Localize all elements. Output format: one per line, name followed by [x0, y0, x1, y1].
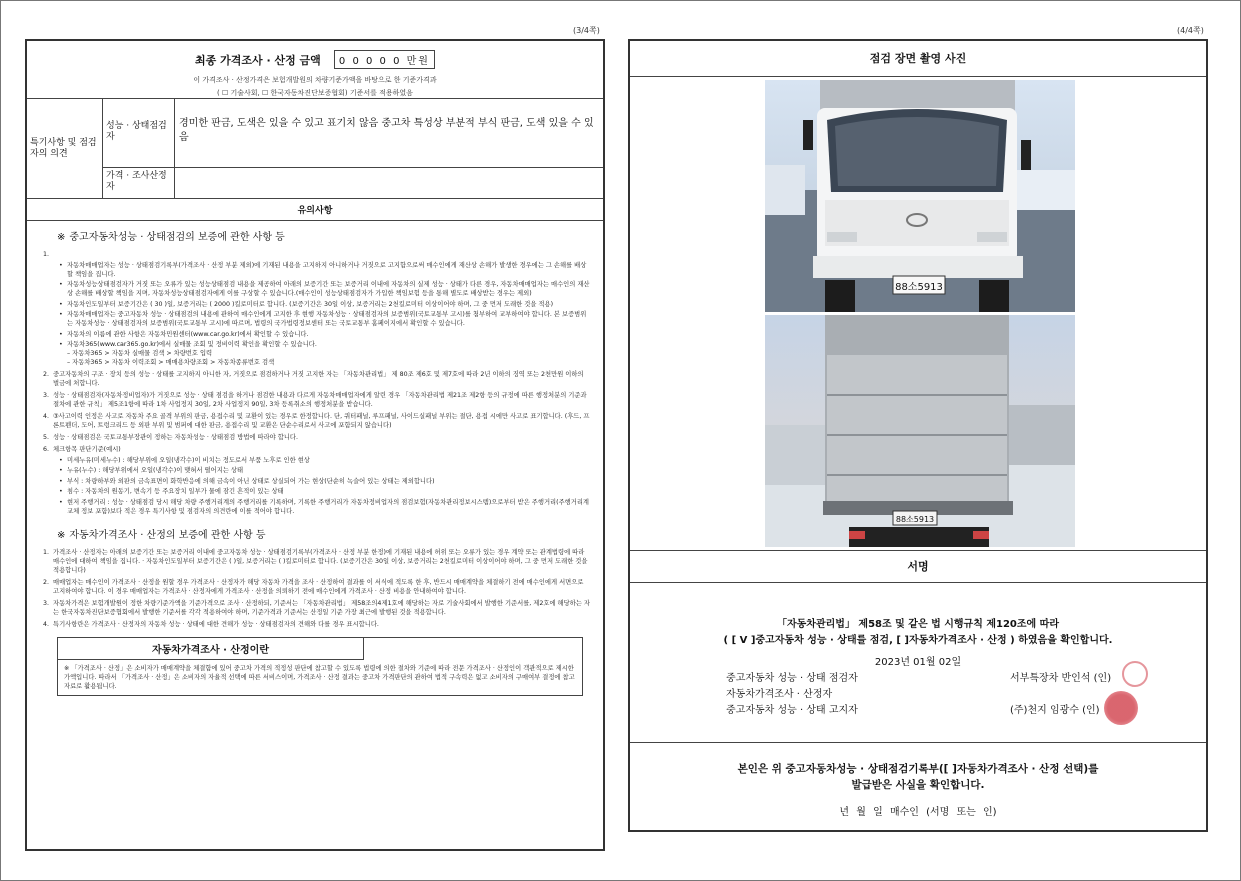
- confirm-date: 2023년 01월 02일: [874, 657, 962, 668]
- receipt-line-1: 본인은 위 중고자동차성능 · 상태점검기록부([ ]자동차가격조사 · 산정 선택)를: [737, 763, 1099, 775]
- confirm-line-2: ( [ V ]중고자동차 성능 · 상태를 점검, [ ]자동차가격조사 · 산정 ) 하였음을 확인합니다.: [723, 635, 1113, 646]
- section1-heading: ※ 중고자동차성능 · 상태점검의 보증에 관한 사항 등: [57, 232, 285, 243]
- remarks-row-value: [175, 168, 603, 198]
- item-text: 특기사항란은 가격조사 · 산정자의 자동차 성능 · 상태에 대한 견해가 성능 · 상태점검자의 견해와 다를 경우 표시합니다.: [53, 620, 379, 628]
- item-text: 가격조사 · 산정자는 아래의 보증기간 또는 보증거리 이내에 중고자동차 성능 · 상태점검기록부(가격조사 · 산정 부분 한정)에 기재된 내용에 허위 또는 오류가 있는 경우 계약 또는 관계법령에 따라 매수인에 대하여 책임을 집니다. · 자동차인도일부터 보증기간은 ( )일, 보증거리는 ( )킬로미터로 합니다. (보증기간은 30일 이상, 보증거리는 2천킬로미터 이상이어야 하며, 그 중 먼저 도래한 것을 적용합니다): [53, 548, 588, 574]
- remarks-row-pricer: [103, 168, 603, 198]
- truck-front-photo: [765, 80, 1075, 312]
- signer-role-notifier: 중고자동차 성능 · 상태 고지자: [726, 705, 858, 716]
- signer-name-inspector: 서부특장차 반인석 (인): [1010, 673, 1112, 684]
- bullet-item: • 자동차365(www.car365.go.kr)에서 실매물 조회 및 정비이력 확인을 확인할 수 있습니다.: [67, 340, 591, 349]
- bullet-item: • 자동차인도일부터 보증기간은 ( 30 )일, 보증거리는 ( 2000 )킬로미터로 합니다. (보증기간은 30일 이상, 보증거리는 2천킬로미터 이상이어야 하며, 그 중 먼저 도래한 것을 적용): [67, 300, 591, 309]
- page-3: [25, 39, 605, 851]
- remarks-label: 특기사항 및 점검자의 의견: [27, 99, 103, 198]
- section1-list: [27, 250, 603, 516]
- signer-role-pricer: 자동차가격조사 · 산정자: [726, 689, 833, 700]
- item-text: 매매업자는 매수인이 가격조사 · 산정을 원할 경우 가격조사 · 산정자가 해당 자동차 가격을 조사 · 산정하여 결과를 이 서식에 적도록 한 후, 반드시 매매계약을 체결하기 전에 매수인에게 서면으로 고지하여야 합니다. 이 경우 매매업자는 가격조사 · 산정자에게 가격조사 · 산정을 의뢰하기 전에 매수인에게 가격조사 · 산정 비용을 안내하여야 합니다.: [53, 578, 584, 595]
- final-price-subtitle: 이 가격조사 · 산정가격은 보험개발원의 차량기준가액을 바탕으로 한 기준가격과: [193, 76, 437, 84]
- signature-section-title: 서명: [630, 551, 1206, 583]
- numbered-item: [43, 578, 591, 596]
- seal-stamp-inspector: [1122, 661, 1148, 687]
- bullet-item: • 누유(누수) : 해당부위에서 오일(냉각수)이 맺혀서 떨어지는 상태: [67, 466, 591, 475]
- item-number: 1.: [43, 251, 50, 258]
- item-number: 2.: [43, 578, 50, 586]
- bullet-item: • 자동차매매업자는 중고자동차 성능 · 상태점검의 내용에 관하여 매수인에게 고지한 후 현행 자동차성능 · 상태점검자의 보증범위(국토교통부 고시)를 첨부하여 교부하여야 합니다. 본 보증범위는 자동차성능 · 상태점검자의 보증범위(국토교통부 고시)에 따르며, 법령의 국가법령정보센터 또는 국토교통부 홈페이지에서 확인할 수 있습니다.: [67, 310, 591, 328]
- item-number: 4.: [43, 620, 50, 628]
- page-4: [628, 39, 1208, 832]
- numbered-item: [43, 599, 591, 617]
- remarks-row-key: 가격 · 조사산정자: [103, 168, 175, 198]
- sub-item: – 자동차365 > 자동차 이력조회 > 매매용차량조회 > 자동차종류번호 검색: [67, 359, 275, 366]
- photo-section-title: 점검 장면 촬영 사진: [630, 41, 1206, 77]
- sub-item: – 자동차365 > 자동차 실매물 검색 > 차량번호 입력: [67, 350, 213, 357]
- price-definition-text: ※ 「가격조사 · 산정」은 소비자가 매매계약을 체결함에 있어 중고차 가격의 적정성 판단에 참고할 수 있도록 법령에 의한 절차와 기준에 따라 전문 가격조사 · 산정인이 객관적으로 제시한 가액입니다. 따라서 「가격조사 · 산정」은 소비자의 자율적 선택에 따른 서비스이며, 가격조사 · 산정 결과는 중고차 가격판단의 관하여 법적 구속력은 없고 소비자의 구매여부 결정에 참고자료로 활용됩니다.: [64, 664, 575, 690]
- confirm-line-1: 「자동차관리법」 제58조 및 같은 법 시행규칙 제120조에 따라: [776, 619, 1060, 630]
- section2-title: 자동차가격조사 · 산정의 보증에 관한 사항 등: [69, 529, 266, 541]
- bullet-item: • 자동차의 이름에 관한 사항은 자동차민원센터(www.car.go.kr)에서 확인할 수 있습니다.: [67, 330, 591, 339]
- numbered-item: [43, 370, 591, 388]
- item-text: ③사고이력 인정은 사고로 자동차 주요 골격 부위의 판금, 용접수리 및 교환이 있는 경우로 한정합니다. 단, 쿼터패널, 루프패널, 사이드실패널 부위는 절단, 용접 시에만 사고로 표기합니다. (후드, 프론트펜더, 도어, 트렁크리드 등 외판 부위 및 범퍼에 대한 판금, 용접수리 및 교환은 단순수리로서 사고에 포함되지 않습니다): [53, 413, 590, 429]
- numbered-item: [43, 433, 591, 442]
- remarks-row-key: 성능 · 상태점검자: [103, 99, 175, 167]
- price-definition-title: 자동차가격조사 · 산정이란: [58, 638, 364, 660]
- receipt-line-3: 년 월 일 매수인 (서명 또는 인): [839, 807, 997, 818]
- final-price-subtitle-2: ( ☐ 기술사회, ☐ 한국자동차진단보증협회) 기준서를 적용하였음: [217, 89, 413, 97]
- section1-title: 중고자동차성능 · 상태점검의 보증에 관한 사항 등: [69, 232, 285, 243]
- numbered-item: [43, 445, 591, 454]
- item-number: 6.: [43, 446, 50, 453]
- page-number-left: (3/4쪽): [573, 26, 600, 35]
- remarks-row-value: 경미한 판금, 도색은 있을 수 있고 표기치 않음 중고차 특성상 부분적 부식 판금, 도색 있을 수 있음: [179, 118, 594, 143]
- remarks-row-inspector: [103, 99, 603, 168]
- final-price-amount: 0 0 0 0 0 만원: [334, 50, 435, 69]
- item-number: 3.: [43, 599, 50, 607]
- numbered-item: [43, 391, 591, 409]
- photo-section: [630, 77, 1206, 551]
- item-text: 체크항목 판단기준(예시): [53, 446, 121, 453]
- item-number: 5.: [43, 434, 50, 441]
- item-number: 4.: [43, 413, 50, 420]
- bullet-item: • 자동차성능상태점검자가 거짓 또는 오류가 있는 성능상태점검 내용을 제공하여 아래의 보증기간 또는 보증거리 이내에 자동차의 실제 성능 · 상태가 다른 경우, 자동차매매업자는 매수인의 재산상 손해를 배상할 책임을 지며, 자동차성능상태점검자에게 이를 구상할 수 있습니다.(매수인이 성능상태점검자가 가입한 책임보험 등을 통해 별도로 배상받는 경우는 제외): [67, 280, 591, 298]
- bullet-item: • 자동차매매업자는 성능 · 상태점검기록부(가격조사 · 산정 부분 제외)에 기재된 내용을 고지하지 아니하거나 거짓으로 고지함으로써 매수인에게 재산상 손해가 발생한 경우에는 그 손해를 배상할 책임을 집니다.: [67, 261, 591, 279]
- bullet-item: • 부식 : 차량하부와 외판의 금속표면이 화학반응에 의해 금속이 아닌 상태로 상실되어 가는 현상(단순히 녹슬어 있는 상태는 제외합니다): [67, 477, 591, 486]
- receipt-line-2: 발급받은 사실을 확인합니다.: [851, 779, 985, 791]
- numbered-item: [43, 620, 591, 629]
- section2-heading: ※ 자동차가격조사 · 산정의 보증에 관한 사항 등: [57, 529, 266, 541]
- signer-role-inspector: 중고자동차 성능 · 상태 점검자: [726, 673, 858, 684]
- price-definition-box: [57, 637, 583, 696]
- remarks-table: [27, 99, 603, 199]
- bullet-item: • 침수 : 자동차의 원동기, 변속기 등 주요장치 일부가 물에 잠긴 흔적이 있는 상태: [67, 487, 591, 496]
- bullet-item: • 미세누유(미세누수) : 해당부위에 오일(냉각수)이 비치는 정도로서 부품 노후로 인한 현상: [67, 456, 591, 465]
- item-text: 성능 · 상태점검자(자동차정비업자)가 거짓으로 성능 · 상태 점검을 하거나 점검한 내용과 다르게 자동차매매업자에게 알린 경우 「자동차관리법 제21조 제2항 등의 규정에 따른 행정처분의 기준과 절차에 관한 규칙」 제5조1항에 따라 1차 사업정지 30일, 2차 사업정지 90일, 3차 등록취소의 행정처분을 받습니다.: [53, 392, 587, 408]
- item-number: 3.: [43, 392, 50, 399]
- section2-list: [27, 548, 603, 629]
- numbered-item: [43, 412, 591, 430]
- page-number-right: (4/4쪽): [1177, 26, 1204, 35]
- numbered-item: [43, 250, 591, 259]
- receipt-section: [630, 743, 1206, 818]
- item-text: 중고자동차의 구조 · 장치 등의 성능 · 상태를 고지하지 아니한 자, 거짓으로 점검하거나 거짓 고지한 자는 「자동차관리법」 제 80조 제6호 및 제7호에 따라 2년 이하의 징역 또는 2천만원 이하의 벌금에 처합니다.: [53, 371, 584, 387]
- signer-name-notifier: (주)천지 임광수 (인): [1010, 705, 1100, 716]
- seal-stamp-notifier: [1104, 691, 1138, 725]
- rear-license-plate: 88소5913: [895, 515, 935, 524]
- numbered-item: [43, 548, 591, 575]
- notice-title: 유의사항: [27, 199, 603, 221]
- front-license-plate: 88소5913: [895, 282, 943, 293]
- final-price-title: 최종 가격조사 · 산정 금액: [195, 53, 321, 67]
- item-text: 성능 · 상태점검은 국토교통부장관이 정하는 자동차성능 · 상태점검 방법에 따라야 합니다.: [53, 434, 299, 441]
- confirmation-section: [630, 583, 1206, 743]
- item-text: 자동차가격은 보험개발원이 정한 차량기준가액을 기준가격으로 조사 · 산정하되, 기준서는 「자동차관리법」 제58조의4제1호에 해당하는 자로 기술사회에서 발행한 기준서를, 제2호에 해당하는 자는 한국자동차진단보증협회에서 발행한 기준서를 각각 적용하여야 하며, 기준가격과 기준서는 산정일 기준 가장 최근에 발행된 것을 적용합니다.: [53, 599, 590, 616]
- final-price-section: [27, 41, 603, 99]
- bullet-item: • 현저 주행거리 : 성능 · 상태점검 당시 해당 차량 주행거리계의 주행거리를 기록하며, 기록한 주행거리가 자동차정비업자의 점검보험(자동차관리정보시스템)으로부터 받은 주행거리(주행거리계 교체 정보 포함)보다 적은 경우 특기사항 및 점검자의 의견란에 이를 적어야 합니다.: [67, 498, 591, 516]
- item-number: 1.: [43, 548, 50, 556]
- truck-rear-photo: [765, 315, 1075, 547]
- item-number: 2.: [43, 371, 50, 378]
